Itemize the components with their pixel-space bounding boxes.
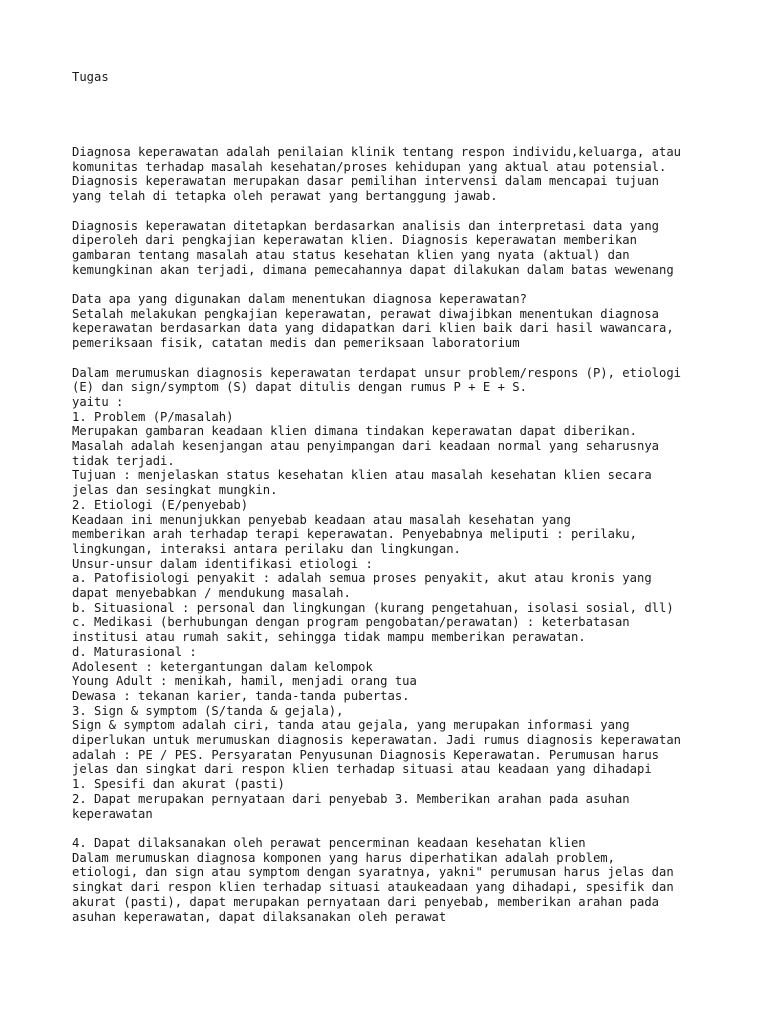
paragraph-definition: Diagnosa keperawatan adalah penilaian klinik tentang respon individu,keluarga, atau komunitas terhadap masalah kesehatan/proses kehidupan yang aktual atau potensial. Diagnosis keperawatan merupakan dasar pemilihan intervensi dalam mencapai tujuan yang telah di tetapka oleh perawat yang bertanggung jawab. (72, 145, 682, 204)
paragraph-formula: Dalam merumuskan diagnosis keperawatan terdapat unsur problem/respons (P), etiologi (E) dan sign/symptom (S) dapat ditulis dengan rumus P + E + S. yaitu : 1. Problem (P/masalah) Merupakan gambaran keadaan klien dimana tindakan keperawatan dapat diberikan. Masalah adalah kesenjangan atau penyimpangan dari keadaan normal yang seharusnya tidak terjadi. Tujuan : menjelaskan status kesehatan klien atau masalah kesehatan klien secara jelas dan sesingkat mungkin. 2. Etiologi (E/penyebab) Keadaan ini menunjukkan penyebab keadaan atau masalah kesehatan yang memberikan arah terhadap terapi keperawatan. Penyebabnya meliputi : perilaku, lingkungan, interaksi antara perilaku dan lingkungan. Unsur-unsur dalam identifikasi etiologi : a. Patofisiologi penyakit : adalah semua proses penyakit, akut atau kronis yang dapat menyebabkan / mendukung masalah. b. Situasional : personal dan lingkungan (kurang pengetahuan, isolasi sosial, dll) c. Medikasi (berhubungan dengan program pengobatan/perawatan) : keterbatasan institusi atau rumah sakit, sehingga tidak mampu memberikan perawatan. d. Maturasional : Adolesent : ketergantungan dalam kelompok Young Adult : menikah, hamil, menjadi orang tua Dewasa : tekanan karier, tanda-tanda pubertas. 3. Sign & symptom (S/tanda & gejala), Sign & symptom adalah ciri, tanda atau gejala, yang merupakan informasi yang diperlukan untuk merumuskan diagnosis keperawatan. Jadi rumus diagnosis keperawatan adalah : PE / PES. Persyaratan Penyusunan Diagnosis Keperawatan. Perumusan harus jelas dan singkat dari respon klien terhadap situasi atau keadaan yang dihadapi 1. Spesifi dan akurat (pasti) 2. Dapat merupakan pernyataan dari penyebab 3. Memberikan arahan pada asuhan keperawatan (72, 365, 682, 821)
paragraph-components: 4. Dapat dilaksanakan oleh perawat pencerminan keadaan kesehatan klien Dalam merumuskan diagnosa komponen yang harus diperhatikan adalah problem, etiologi, dan sign atau symptom dengan syaratnya, yakni" perumusan harus jelas dan singkat dari respon klien terhadap situasi ataukeadaan yang dihadapi, spesifik dan akurat (pasti), dapat merupakan pernyataan dari penyebab, memberikan arahan pada asuhan keperawatan, dapat dilaksanakan oleh perawat (72, 835, 674, 924)
paragraph-basis: Diagnosis keperawatan ditetapkan berdasarkan analisis dan interpretasi data yang diperoleh dari pengkajian keperawatan klien. Diagnosis keperawatan memberikan gambaran tentang masalah atau status kesehatan klien yang nyata (aktual) dan kemungkinan akan terjadi, dimana pemecahannya dapat dilakukan dalam batas wewenang (72, 218, 674, 277)
paragraph-data-used: Data apa yang digunakan dalam menentukan diagnosa keperawatan? Setalah melakukan pengkajian keperawatan, perawat diwajibkan menentukan diagnosa keperawatan berdasarkan data yang didapatkan dari klien baik dari hasil wawancara, pemeriksaan fisik, catatan medis dan pemeriksaan laboratorium (72, 292, 674, 351)
document-title: Tugas (72, 70, 109, 84)
document-body (72, 145, 712, 924)
